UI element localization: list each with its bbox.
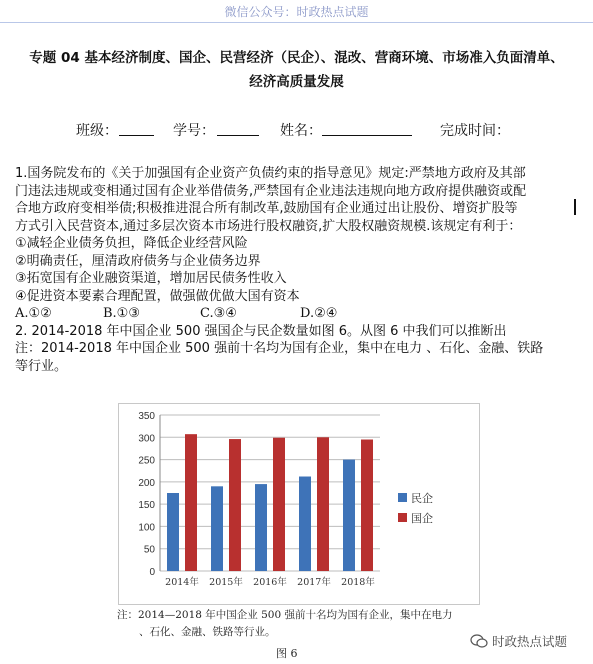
y-tick-label: 150 <box>138 500 155 512</box>
q2-note-line2: 等行业。 <box>15 358 68 374</box>
watermark-text: 时政热点试题 <box>492 634 568 649</box>
y-tick-label: 200 <box>138 477 155 489</box>
choice-c[interactable]: C.③④ <box>200 306 237 321</box>
choice-a[interactable]: A.①② <box>15 306 52 321</box>
q1-option: ②明确责任，厘清政府债务与企业债务边界 <box>15 253 261 269</box>
figure-note <box>117 607 487 641</box>
q2-line: 2. 2014-2018 年中国企业 500 强国企与民企数量如图 6。从图 6 中我们可以推断出 <box>15 323 507 339</box>
doc-title-line1: 专题 04 基本经济制度、国企、民营经济（民企）、混改、营商环境、市场准入负面清单、 <box>29 50 564 66</box>
bar-private <box>343 460 355 571</box>
bar-private <box>299 477 311 571</box>
name-field[interactable] <box>322 120 412 136</box>
y-tick-label: 250 <box>138 455 155 467</box>
bar-private <box>211 486 223 571</box>
q1-line: 门违法违规或变相通过国有企业举借债务,严禁国有企业违法违规向地方政府提供融资或配 <box>15 183 527 199</box>
bar-state <box>229 439 241 571</box>
legend-label: 民企 <box>411 492 433 505</box>
q2-note-line1: 注：2014-2018 年中国企业 500 强前十名均为国有企业，集中在电力 、石化、金融、铁路 <box>15 341 544 356</box>
time-label: 完成时间： <box>440 123 510 139</box>
bar-state <box>273 438 285 571</box>
x-tick-label: 2016年 <box>253 577 287 588</box>
q1-option: ①减轻企业债务负担，降低企业经营风险 <box>15 236 248 251</box>
figure-caption: 图 6 <box>276 647 298 660</box>
figure-note-line2: 、石化、金融、铁路等行业。 <box>139 626 276 638</box>
text-cursor <box>574 199 576 215</box>
y-tick-label: 100 <box>138 522 155 534</box>
wechat-icon <box>470 634 488 648</box>
choice-d[interactable]: D.②④ <box>300 306 338 321</box>
bar-state <box>361 440 373 571</box>
header-text: 微信公众号：时政热点试题 <box>224 5 369 19</box>
y-tick-label: 0 <box>149 567 155 578</box>
q1-choices <box>15 305 575 323</box>
student-id-field[interactable] <box>217 120 259 136</box>
figure-6 <box>118 403 480 605</box>
y-tick-label: 50 <box>143 544 155 556</box>
doc-title-line2: 经济高质量发展 <box>249 74 344 90</box>
legend-label: 国企 <box>411 512 433 525</box>
bar-state <box>185 434 197 571</box>
bar-private <box>255 484 267 571</box>
y-tick-label: 350 <box>138 411 155 422</box>
q1-option: ④促进资本要素合理配置，做强做优做大国有资本 <box>15 288 300 304</box>
name-label: 姓名： <box>280 123 322 139</box>
q1-line: 1.国务院发布的《关于加强国有企业资产负债约束的指导意见》规定:严禁地方政府及其部 <box>15 166 526 181</box>
bar-state <box>317 437 329 571</box>
q1-line: 合地方政府变相举债;积极推进混合所有制改革,鼓励国有企业通过出让股份、增资扩股等 <box>15 201 518 216</box>
legend-swatch <box>398 493 407 502</box>
legend-swatch <box>398 513 407 522</box>
figure-note-line1: 注：2014—2018 年中国企业 500 强前十名均为国有企业，集中在电力 <box>117 609 453 621</box>
x-tick-label: 2015年 <box>209 577 243 588</box>
q1-line: 方式引入民营资本,通过多层次资本市场进行股权融资,扩大股权融资规模.该规定有利于： <box>15 218 522 234</box>
x-tick-label: 2017年 <box>297 577 331 588</box>
q1-option: ③拓宽国有企业融资渠道，增加居民债务性收入 <box>15 271 287 286</box>
x-tick-label: 2014年 <box>165 577 199 588</box>
class-field[interactable] <box>119 120 154 136</box>
watermark <box>470 632 567 650</box>
x-tick-label: 2018年 <box>341 577 375 588</box>
y-tick-label: 300 <box>138 433 155 445</box>
bar-chart <box>118 403 480 605</box>
question-1 <box>15 165 575 375</box>
class-label: 班级： <box>76 123 118 139</box>
bar-private <box>167 493 179 571</box>
choice-b[interactable]: B.①③ <box>103 306 140 321</box>
student-id-label: 学号： <box>173 123 215 139</box>
